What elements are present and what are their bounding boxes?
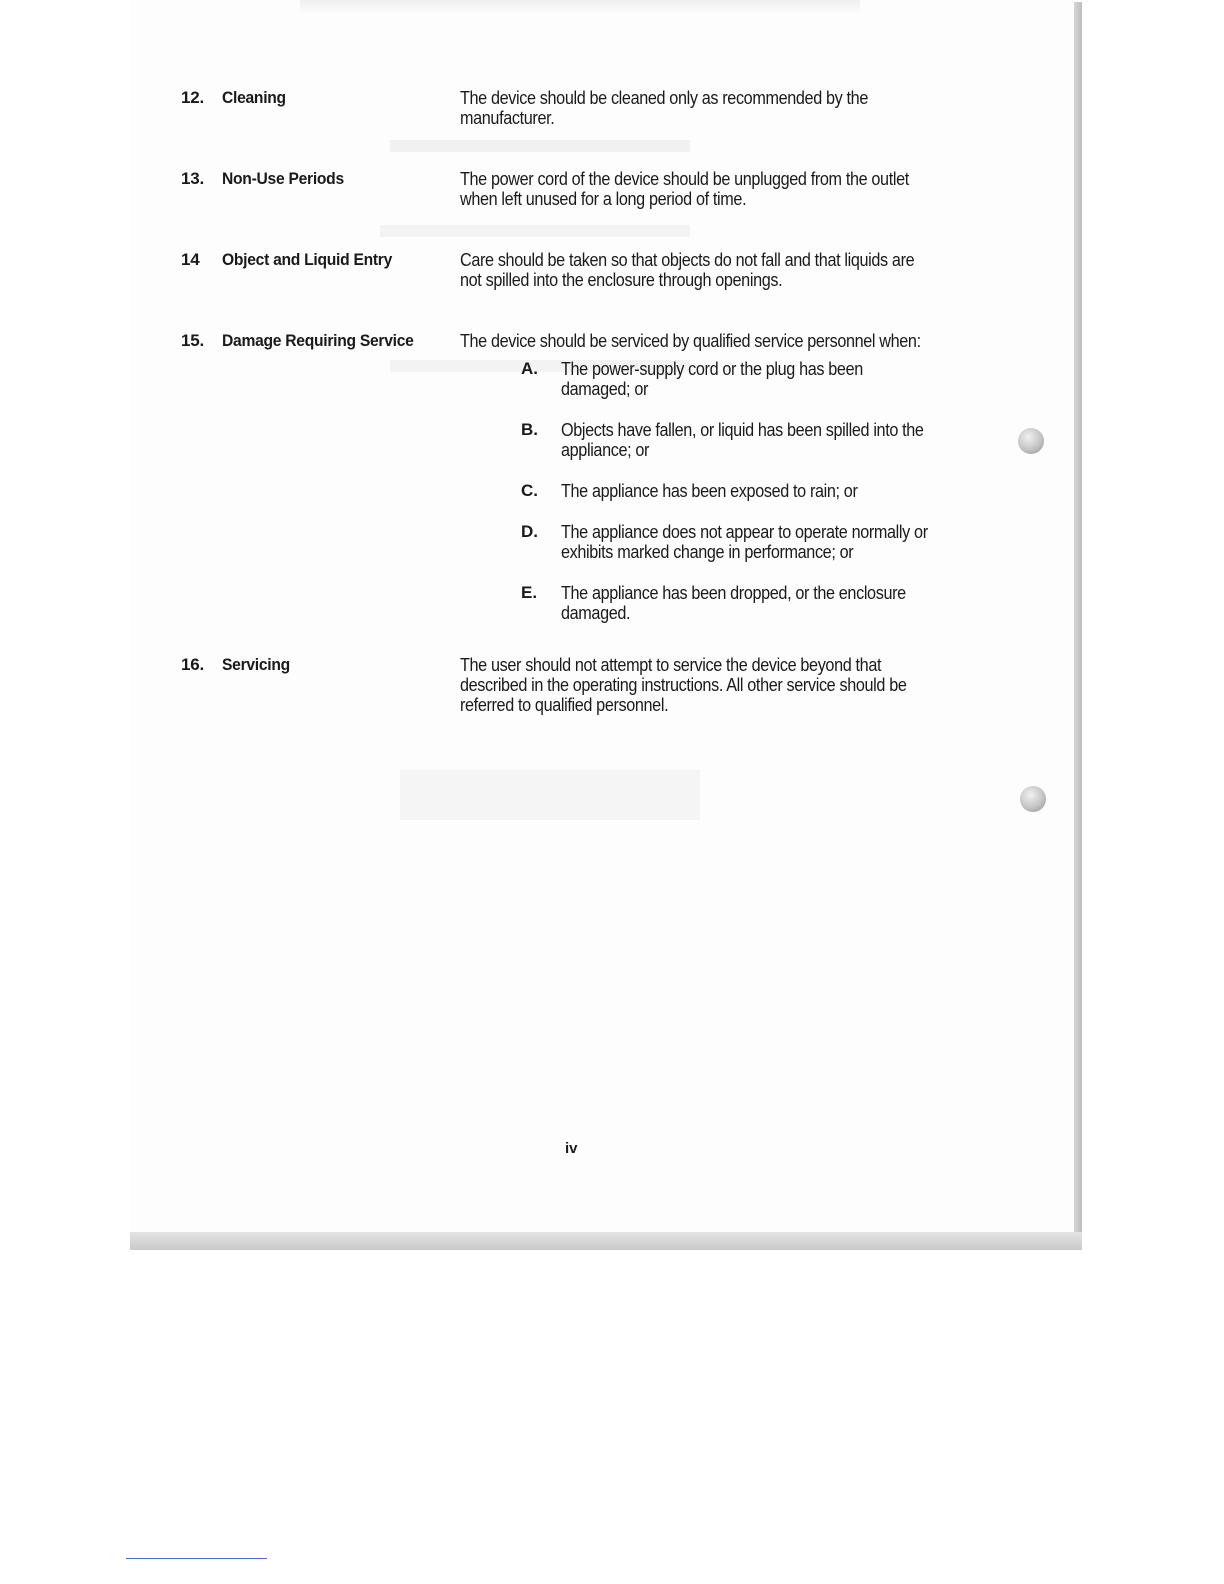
page-bottom-edge: [130, 1232, 1082, 1250]
item-heading: Damage Requiring Service: [222, 331, 414, 350]
subitem-text: The appliance has been dropped, or the enclosure damaged.: [561, 583, 906, 623]
item-number: 13.: [181, 169, 205, 188]
subitem-text: The power-supply cord or the plug has been damaged; or: [561, 359, 863, 399]
page-right-edge: [1074, 2, 1082, 1250]
item-damage-requiring-service: [181, 331, 961, 631]
subitem-text: Objects have fallen, or liquid has been spilled into the appliance; or: [561, 420, 924, 460]
subitem-letter: E.: [521, 583, 538, 602]
binder-hole-upper: [1018, 428, 1044, 454]
item-description: The device should be serviced by qualified service personnel when:: [460, 331, 921, 351]
subitem-letter: B.: [521, 420, 538, 439]
item-number: 12.: [181, 88, 205, 107]
scan-shadow: [300, 0, 860, 14]
item-description: The power cord of the device should be unplugged from the outlet when left unused for a long period of time.: [460, 169, 909, 209]
item-number: 15.: [181, 331, 205, 350]
item-heading: Object and Liquid Entry: [222, 250, 393, 269]
subitem-letter: C.: [521, 481, 538, 500]
binder-hole-lower: [1020, 786, 1046, 812]
bleed-through-block: [390, 140, 690, 152]
footnote-rule: [126, 1558, 267, 1559]
subitem-letter: D.: [521, 522, 538, 541]
item-number: 14: [181, 250, 200, 269]
item-description: Care should be taken so that objects do not fall and that liquids are not spilled into the enclosure through openings.: [460, 250, 915, 290]
page-number: iv: [565, 1140, 578, 1157]
item-description: The user should not attempt to service the device beyond that described in the operating instructions. All other service should be referred to qualified personnel.: [460, 655, 907, 715]
item-heading: Cleaning: [222, 88, 286, 107]
subitem-text: The appliance does not appear to operate normally or exhibits marked change in performance; or: [561, 522, 928, 562]
item-description: The device should be cleaned only as recommended by the manufacturer.: [460, 88, 868, 128]
bleed-through-block: [400, 770, 700, 820]
item-heading: Servicing: [222, 655, 290, 674]
subitem-letter: A.: [521, 359, 538, 378]
item-number: 16.: [181, 655, 205, 674]
subitem-text: The appliance has been exposed to rain; or: [561, 481, 858, 501]
bleed-through-block: [380, 225, 690, 237]
item-heading: Non-Use Periods: [222, 169, 344, 188]
